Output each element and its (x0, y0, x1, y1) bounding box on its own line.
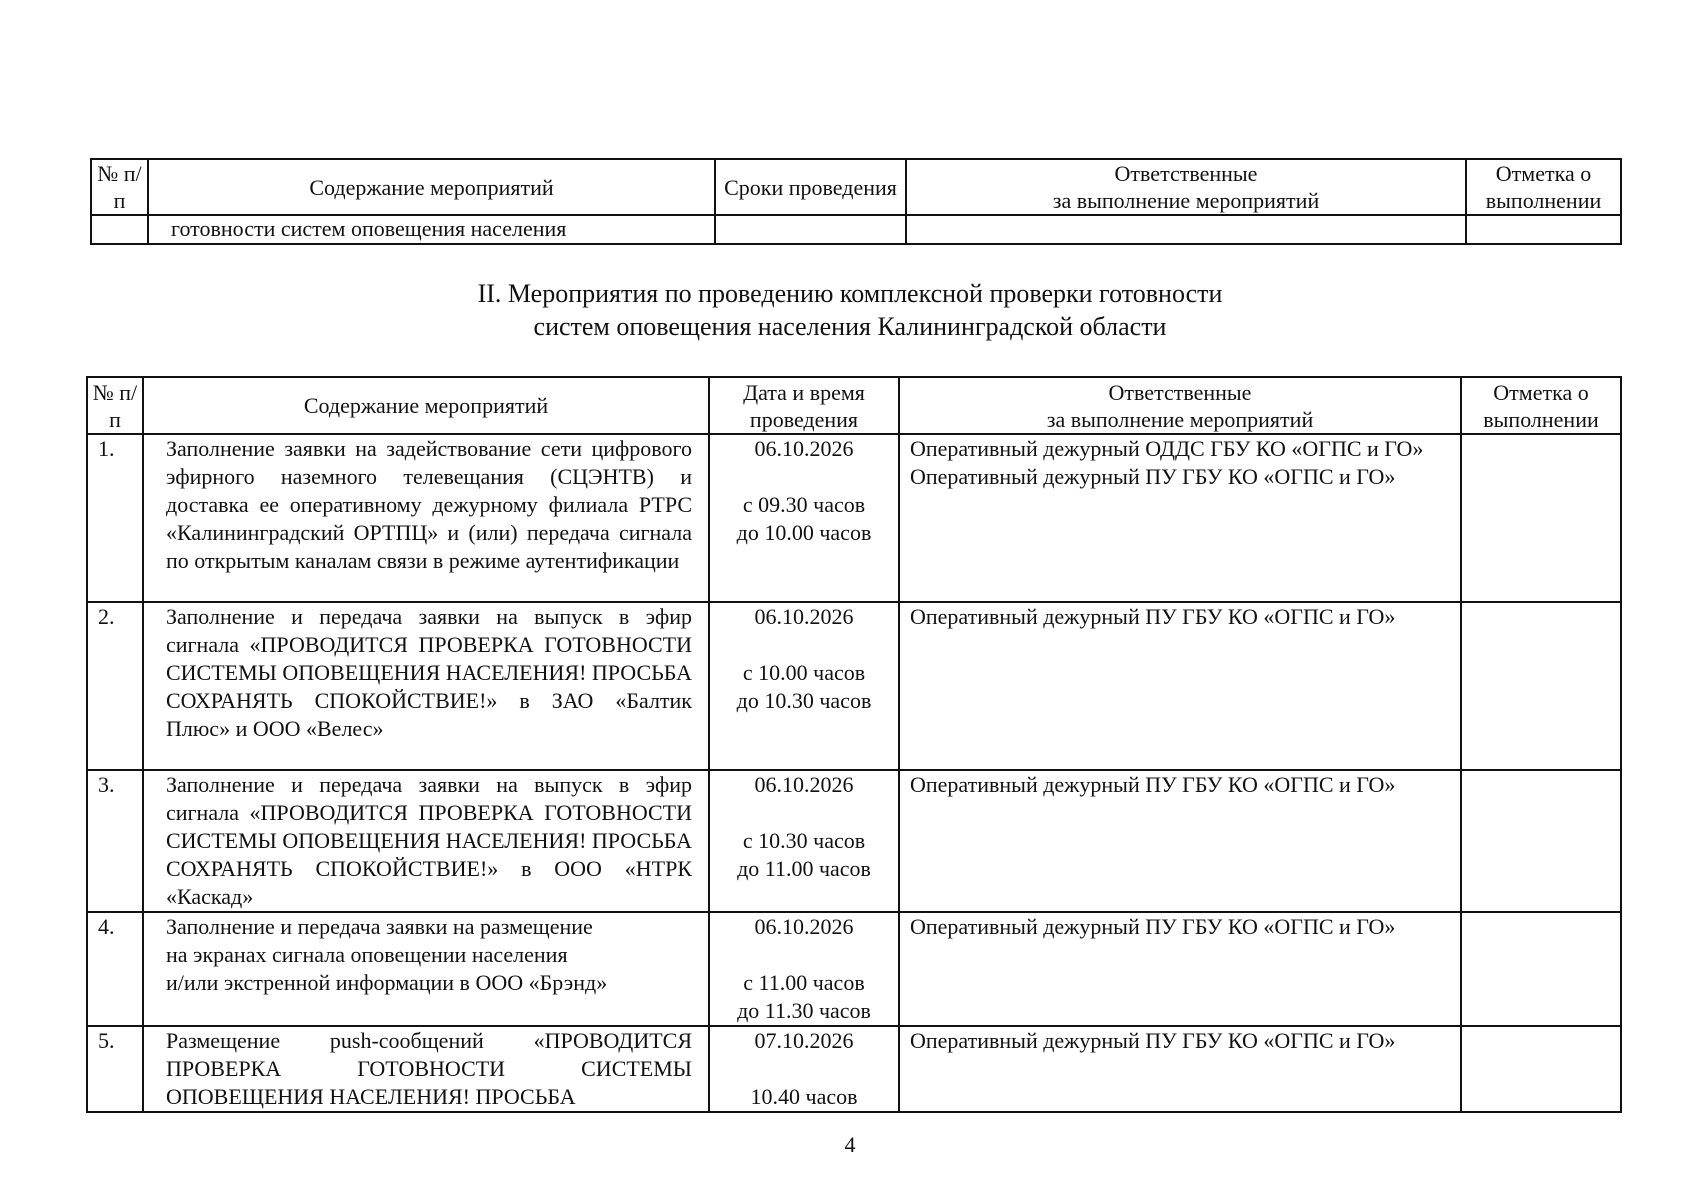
header-responsible (899, 377, 1461, 434)
date-value: 06.10.2026 (754, 914, 854, 939)
cell-num: 2. (87, 602, 143, 770)
table-row (87, 912, 1621, 1026)
time-from: с 10.30 часов (742, 828, 866, 853)
cell-content: Заполнение заявки на задействование сети цифрового эфирного наземного телевещания (СЦЭНТВ) и доставка ее оперативному дежурному филиала РТРС «Калининградский ОРТПЦ» и (или) передача сигнала по открытым каналам связи в режиме аутентификации (143, 434, 709, 602)
cell-mark (1461, 434, 1621, 602)
header-responsible-line1: Ответственные (1114, 161, 1258, 186)
cell-mark (1466, 215, 1621, 244)
cell-content: Размещение push-сообщений «ПРОВОДИТСЯ ПРОВЕРКА ГОТОВНОСТИ СИСТЕМЫ ОПОВЕЩЕНИЯ НАСЕЛЕНИЯ! ПРОСЬБА (143, 1026, 709, 1112)
section-title-line1: II. Мероприятия по проведению комплексной проверки готовности (477, 279, 1223, 308)
header-row (91, 159, 1621, 215)
date-value: 06.10.2026 (754, 772, 854, 797)
header-mark: Отметка о выполнении (1461, 377, 1621, 434)
header-responsible-line2: за выполнение мероприятий (1046, 406, 1314, 432)
cell-content: Заполнение и передача заявки на выпуск в эфир сигнала «ПРОВОДИТСЯ ПРОВЕРКА ГОТОВНОСТИ СИСТЕМЫ ОПОВЕЩЕНИЯ НАСЕЛЕНИЯ! ПРОСЬБА СОХРАНЯТЬ СПОКОЙСТВИЕ!» в ЗАО «Балтик Плюс» и ООО «Велес» (143, 602, 709, 770)
date-value: 07.10.2026 (754, 1028, 854, 1053)
header-responsible-line1: Ответственные (1108, 379, 1252, 405)
header-num: № п/п (87, 377, 143, 434)
continuation-table (90, 158, 1622, 245)
cell-responsible (899, 434, 1461, 602)
header-responsible-line2: за выполнение мероприятий (1052, 188, 1320, 213)
cell-content: Заполнение и передача заявки на выпуск в эфир сигнала «ПРОВОДИТСЯ ПРОВЕРКА ГОТОВНОСТИ СИСТЕМЫ ОПОВЕЩЕНИЯ НАСЕЛЕНИЯ! ПРОСЬБА СОХРАНЯТЬ СПОКОЙСТВИЕ!» в ООО «НТРК «Каскад» (143, 770, 709, 912)
header-content: Содержание мероприятий (143, 377, 709, 434)
header-dates: Дата и время проведения (709, 377, 899, 434)
cell-mark (1461, 770, 1621, 912)
time-from: с 09.30 часов (742, 492, 866, 517)
date-value: 06.10.2026 (754, 436, 854, 461)
responsible-line: Оперативный дежурный ПУ ГБУ КО «ОГПС и ГО» (910, 1028, 1396, 1053)
cell-mark (1461, 602, 1621, 770)
header-responsible (906, 159, 1466, 215)
cell-date (709, 1026, 899, 1112)
time-to: до 10.30 часов (736, 688, 872, 713)
time-to: до 11.00 часов (737, 856, 871, 881)
cell-responsible (906, 215, 1466, 244)
content-line: и/или экстренной информации в ООО «Брэнд» (166, 970, 608, 995)
cell-num: 4. (87, 912, 143, 1026)
date-value: 06.10.2026 (754, 604, 854, 629)
header-row (87, 377, 1621, 434)
cell-responsible (899, 602, 1461, 770)
cell-content (143, 912, 709, 1026)
responsible-line: Оперативный дежурный ПУ ГБУ КО «ОГПС и ГО» (910, 772, 1396, 797)
cell-date (709, 434, 899, 602)
cell-num (91, 215, 148, 244)
header-mark: Отметка о выполнении (1466, 159, 1621, 215)
responsible-line: Оперативный дежурный ПУ ГБУ КО «ОГПС и ГО» (910, 604, 1396, 629)
table-row (87, 770, 1621, 912)
time-from: с 11.00 часов (743, 970, 865, 995)
time-to: до 11.30 часов (737, 998, 871, 1023)
time-to: до 10.00 часов (736, 520, 872, 545)
cell-date (709, 602, 899, 770)
cell-content: готовности систем оповещения населения (148, 215, 715, 244)
content-line: Заполнение и передача заявки на размещение (166, 914, 593, 939)
content-line: на экранах сигнала оповещении населения (166, 942, 568, 967)
responsible-line: Оперативный дежурный ПУ ГБУ КО «ОГПС и ГО» (910, 464, 1396, 489)
cell-date (709, 912, 899, 1026)
cell-date (709, 770, 899, 912)
table-row (87, 1026, 1621, 1112)
time-value: 10.40 часов (750, 1084, 858, 1109)
section-title-line2: систем оповещения населения Калининградской области (533, 312, 1167, 341)
header-num: № п/п (91, 159, 148, 215)
cell-num: 5. (87, 1026, 143, 1112)
cell-responsible (899, 912, 1461, 1026)
cell-mark (1461, 912, 1621, 1026)
header-content: Содержание мероприятий (148, 159, 715, 215)
table-row (87, 434, 1621, 602)
table-row (91, 215, 1621, 244)
page-number: 4 (844, 1132, 856, 1157)
cell-mark (1461, 1026, 1621, 1112)
time-from: с 10.00 часов (742, 660, 866, 685)
header-dates: Сроки проведения (715, 159, 906, 215)
responsible-line: Оперативный дежурный ПУ ГБУ КО «ОГПС и ГО» (910, 914, 1396, 939)
cell-num: 3. (87, 770, 143, 912)
measures-table (86, 376, 1622, 1113)
section-title (0, 277, 1700, 343)
table-row (87, 602, 1621, 770)
cell-responsible (899, 770, 1461, 912)
cell-num: 1. (87, 434, 143, 602)
responsible-line: Оперативный дежурный ОДДС ГБУ КО «ОГПС и ГО» (910, 436, 1424, 461)
cell-date (715, 215, 906, 244)
cell-responsible (899, 1026, 1461, 1112)
